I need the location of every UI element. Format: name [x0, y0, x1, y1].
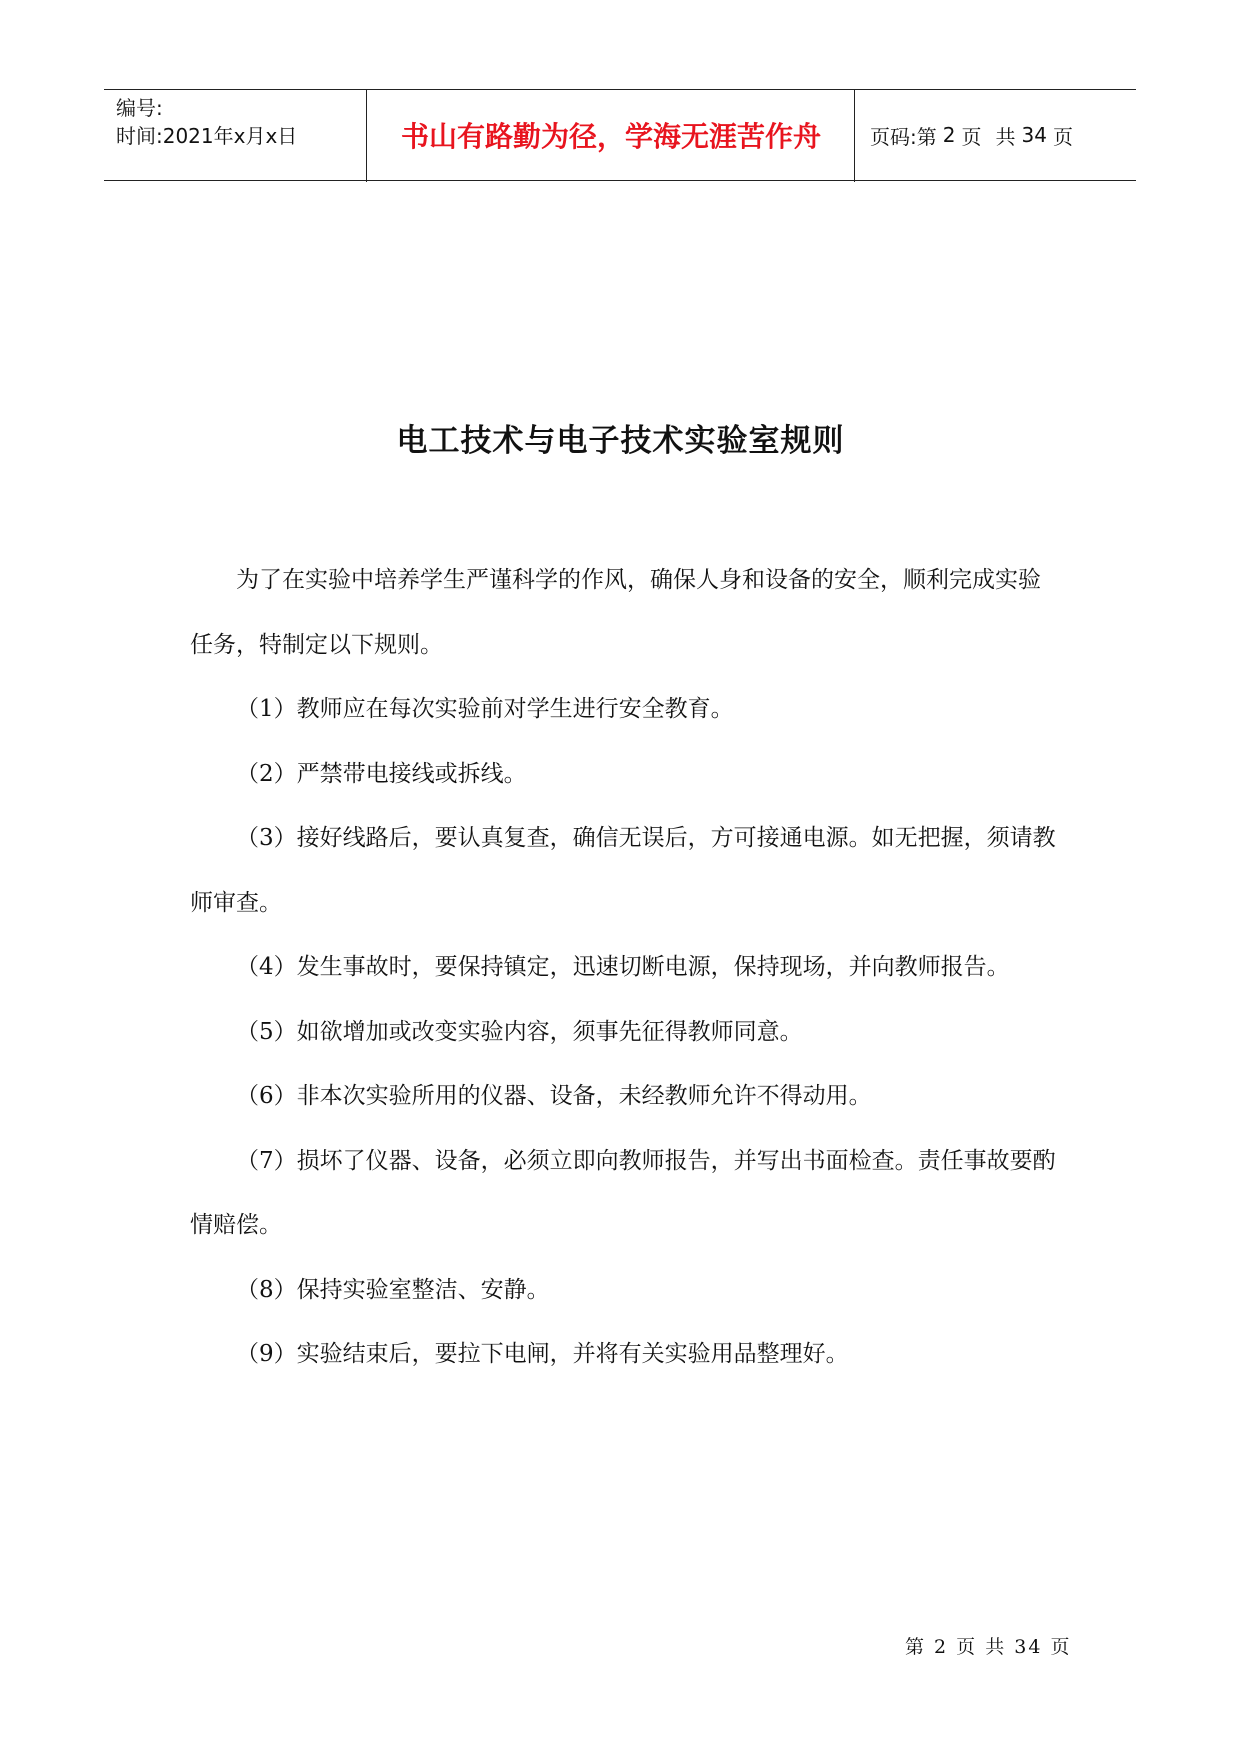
- rule-item: （4）发生事故时，要保持镇定，迅速切断电源，保持现场，并向教师报告。: [236, 954, 1010, 980]
- page-total: 34: [1021, 123, 1047, 147]
- rule-item: （7）损坏了仪器、设备，必须立即向教师报告，并写出书面检查。责任事故要酌情赔偿。: [190, 1147, 1056, 1238]
- header-motto: 书山有路勤为径，学海无涯苦作舟: [400, 120, 821, 153]
- page-header: [104, 89, 1136, 181]
- page-end: 页: [1052, 124, 1073, 149]
- page-total-label: 共: [995, 124, 1016, 149]
- page-footer: 第 2 页 共 34 页: [905, 1636, 1072, 1658]
- rule-item: （1）教师应在每次实验前对学生进行安全教育。: [236, 696, 734, 722]
- rule-item: （2）严禁带电接线或拆线。: [236, 760, 527, 787]
- rule-item: （5）如欲增加或改变实验内容，须事先征得教师同意。: [236, 1018, 803, 1045]
- rule-item: （9）实验结束后，要拉下电闸，并将有关实验用品整理好。: [236, 1341, 849, 1367]
- page-current: 2: [942, 123, 956, 147]
- page-label: 页码:第: [870, 124, 937, 149]
- rule-item: （8）保持实验室整洁、安静。: [236, 1276, 550, 1303]
- rule-item: （3）接好线路后，要认真复查，确信无误后，方可接通电源。如无把握，须请教师审查。: [190, 825, 1056, 916]
- document-title: 电工技术与电子技术实验室规则: [396, 423, 845, 459]
- rule-item: （6）非本次实验所用的仪器、设备，未经教师允许不得动用。: [236, 1083, 872, 1109]
- date-label: 时间:2021年x月x日: [116, 124, 298, 148]
- header-page-number: [870, 90, 1073, 180]
- header-divider-right: [854, 90, 855, 182]
- serial-number-label: 编号:: [116, 96, 163, 120]
- document-body: [190, 548, 1060, 1387]
- header-meta: [116, 94, 366, 150]
- header-divider-left: [366, 90, 367, 182]
- page-mid: 页: [961, 124, 982, 149]
- intro-paragraph: 为了在实验中培养学生严谨科学的作风，确保人身和设备的安全，顺利完成实验任务，特制定以下规则。: [190, 567, 1041, 658]
